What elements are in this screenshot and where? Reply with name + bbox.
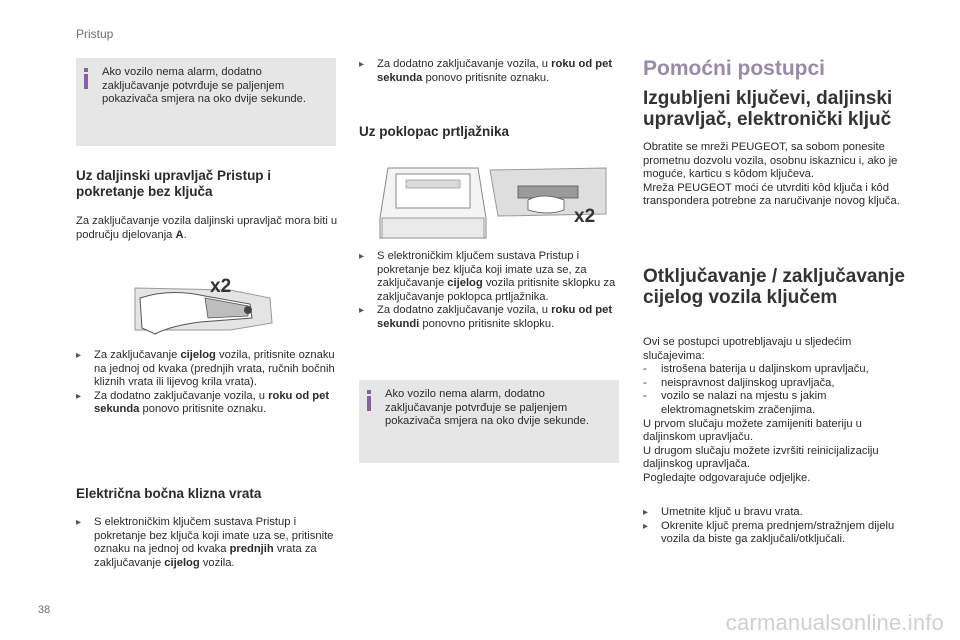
list-item: ▸ Za zaključavanje cijelog vozila, pritisnite oznaku na jednoj od kvaka (prednjih vrata, ručnih bočnih kliznih vrata ili lijevog krila vrata). — [76, 349, 335, 389]
unlock-title: Otključavanje / zaključavanje cijelog vozila ključem — [643, 266, 905, 308]
section-title: Pomoćni postupci — [643, 57, 826, 80]
info-note — [76, 58, 336, 146]
remote-title: Uz daljinski upravljač Pristup i pokretanje bez ključa — [76, 168, 272, 199]
paragraph: Pogledajte odgovarajuće odjeljke. — [643, 471, 811, 484]
section-header: Pristup — [76, 27, 114, 41]
illustration-label: x2 — [210, 276, 232, 297]
paragraph: U prvom slučaju možete zamijeniti bateriju u daljinskom upravljaču. — [643, 417, 862, 444]
list-item: ▸ S elektroničkim ključem sustava Pristup i pokretanje bez ključa koji imate uza se, za zaključavanje cijelog vozila pritisnite sklopku za zaključavanje poklopca prtljažnika. — [359, 250, 616, 303]
note-text: Ako vozilo nema alarm, dodatno zaključavanje potvrđuje se paljenjem pokazivača smjera na oko dvije sekunde. — [102, 66, 306, 106]
boot-lid-title: Uz poklopac prtljažnika — [359, 124, 510, 139]
list-item: ▸ Za dodatno zaključavanje vozila, u roku od pet sekundi ponovno pritisnite sklopku. — [359, 304, 613, 330]
list-item: ▸ Okrenite ključ prema prednjem/stražnjem dijelu vozila da biste ga zaključali/otključali. — [643, 519, 895, 546]
sliding-door-title: Električna bočna klizna vrata — [76, 486, 262, 501]
remote-intro: Za zaključavanje vozila daljinski upravljač mora biti u području djelovanja A. — [76, 215, 338, 241]
list-item: ▸ Za dodatno zaključavanje vozila, u roku od pet sekunda ponovo pritisnite oznaku. — [359, 58, 613, 84]
note-text: Ako vozilo nema alarm, dodatno zaključavanje potvrđuje se paljenjem pokazivača smjera na oko dvije sekunde. — [385, 388, 589, 428]
paragraph: U drugom slučaju možete izvršiti reinicijalizaciju daljinskog upravljača. — [643, 444, 879, 471]
info-icon — [367, 390, 377, 411]
list-item: ▸ Za dodatno zaključavanje vozila, u roku od pet sekunda ponovo pritisnite oznaku. — [76, 389, 330, 416]
page-number: 38 — [38, 604, 51, 616]
lost-keys-title: Izgubljeni ključevi, daljinski upravljač, elektronički ključ — [643, 88, 893, 130]
paragraph: Obratite se mreži PEUGEOT, sa sobom ponesite prometnu dozvolu vozila, osobnu iskaznicu i, ako je moguće, karticu s kôdom ključeva. — [643, 141, 898, 181]
list-item: - vozilo se nalazi na mjestu s jakim elektromagnetskim zračenjima. — [643, 390, 827, 416]
info-icon — [84, 68, 94, 89]
list-item: - neispravnost daljinskog upravljača, — [643, 376, 835, 389]
list-item: ▸ S elektroničkim ključem sustava Pristup i pokretanje bez ključa koji imate uza se, pritisnite oznaku na jednoj od kvaka prednjih vrata za zaključavanje cijelog vozila. — [76, 516, 334, 569]
paragraph: Mreža PEUGEOT moći će utvrditi kôd ključa i kôd transpondera potrebne za naručivanje novog ključa. — [643, 181, 900, 208]
list-item: ▸ Umetnite ključ u bravu vrata. — [643, 506, 803, 518]
door-handle-illustration — [130, 268, 295, 343]
boot-lid-illustration — [378, 158, 608, 240]
info-note — [359, 380, 619, 463]
list-item: - istrošena baterija u daljinskom upravljaču, — [643, 363, 869, 376]
illustration-label: x2 — [574, 206, 596, 227]
paragraph: Ovi se postupci upotrebljavaju u sljedećim slučajevima: — [643, 336, 852, 362]
watermark: carmanualsonline.info — [725, 610, 944, 635]
